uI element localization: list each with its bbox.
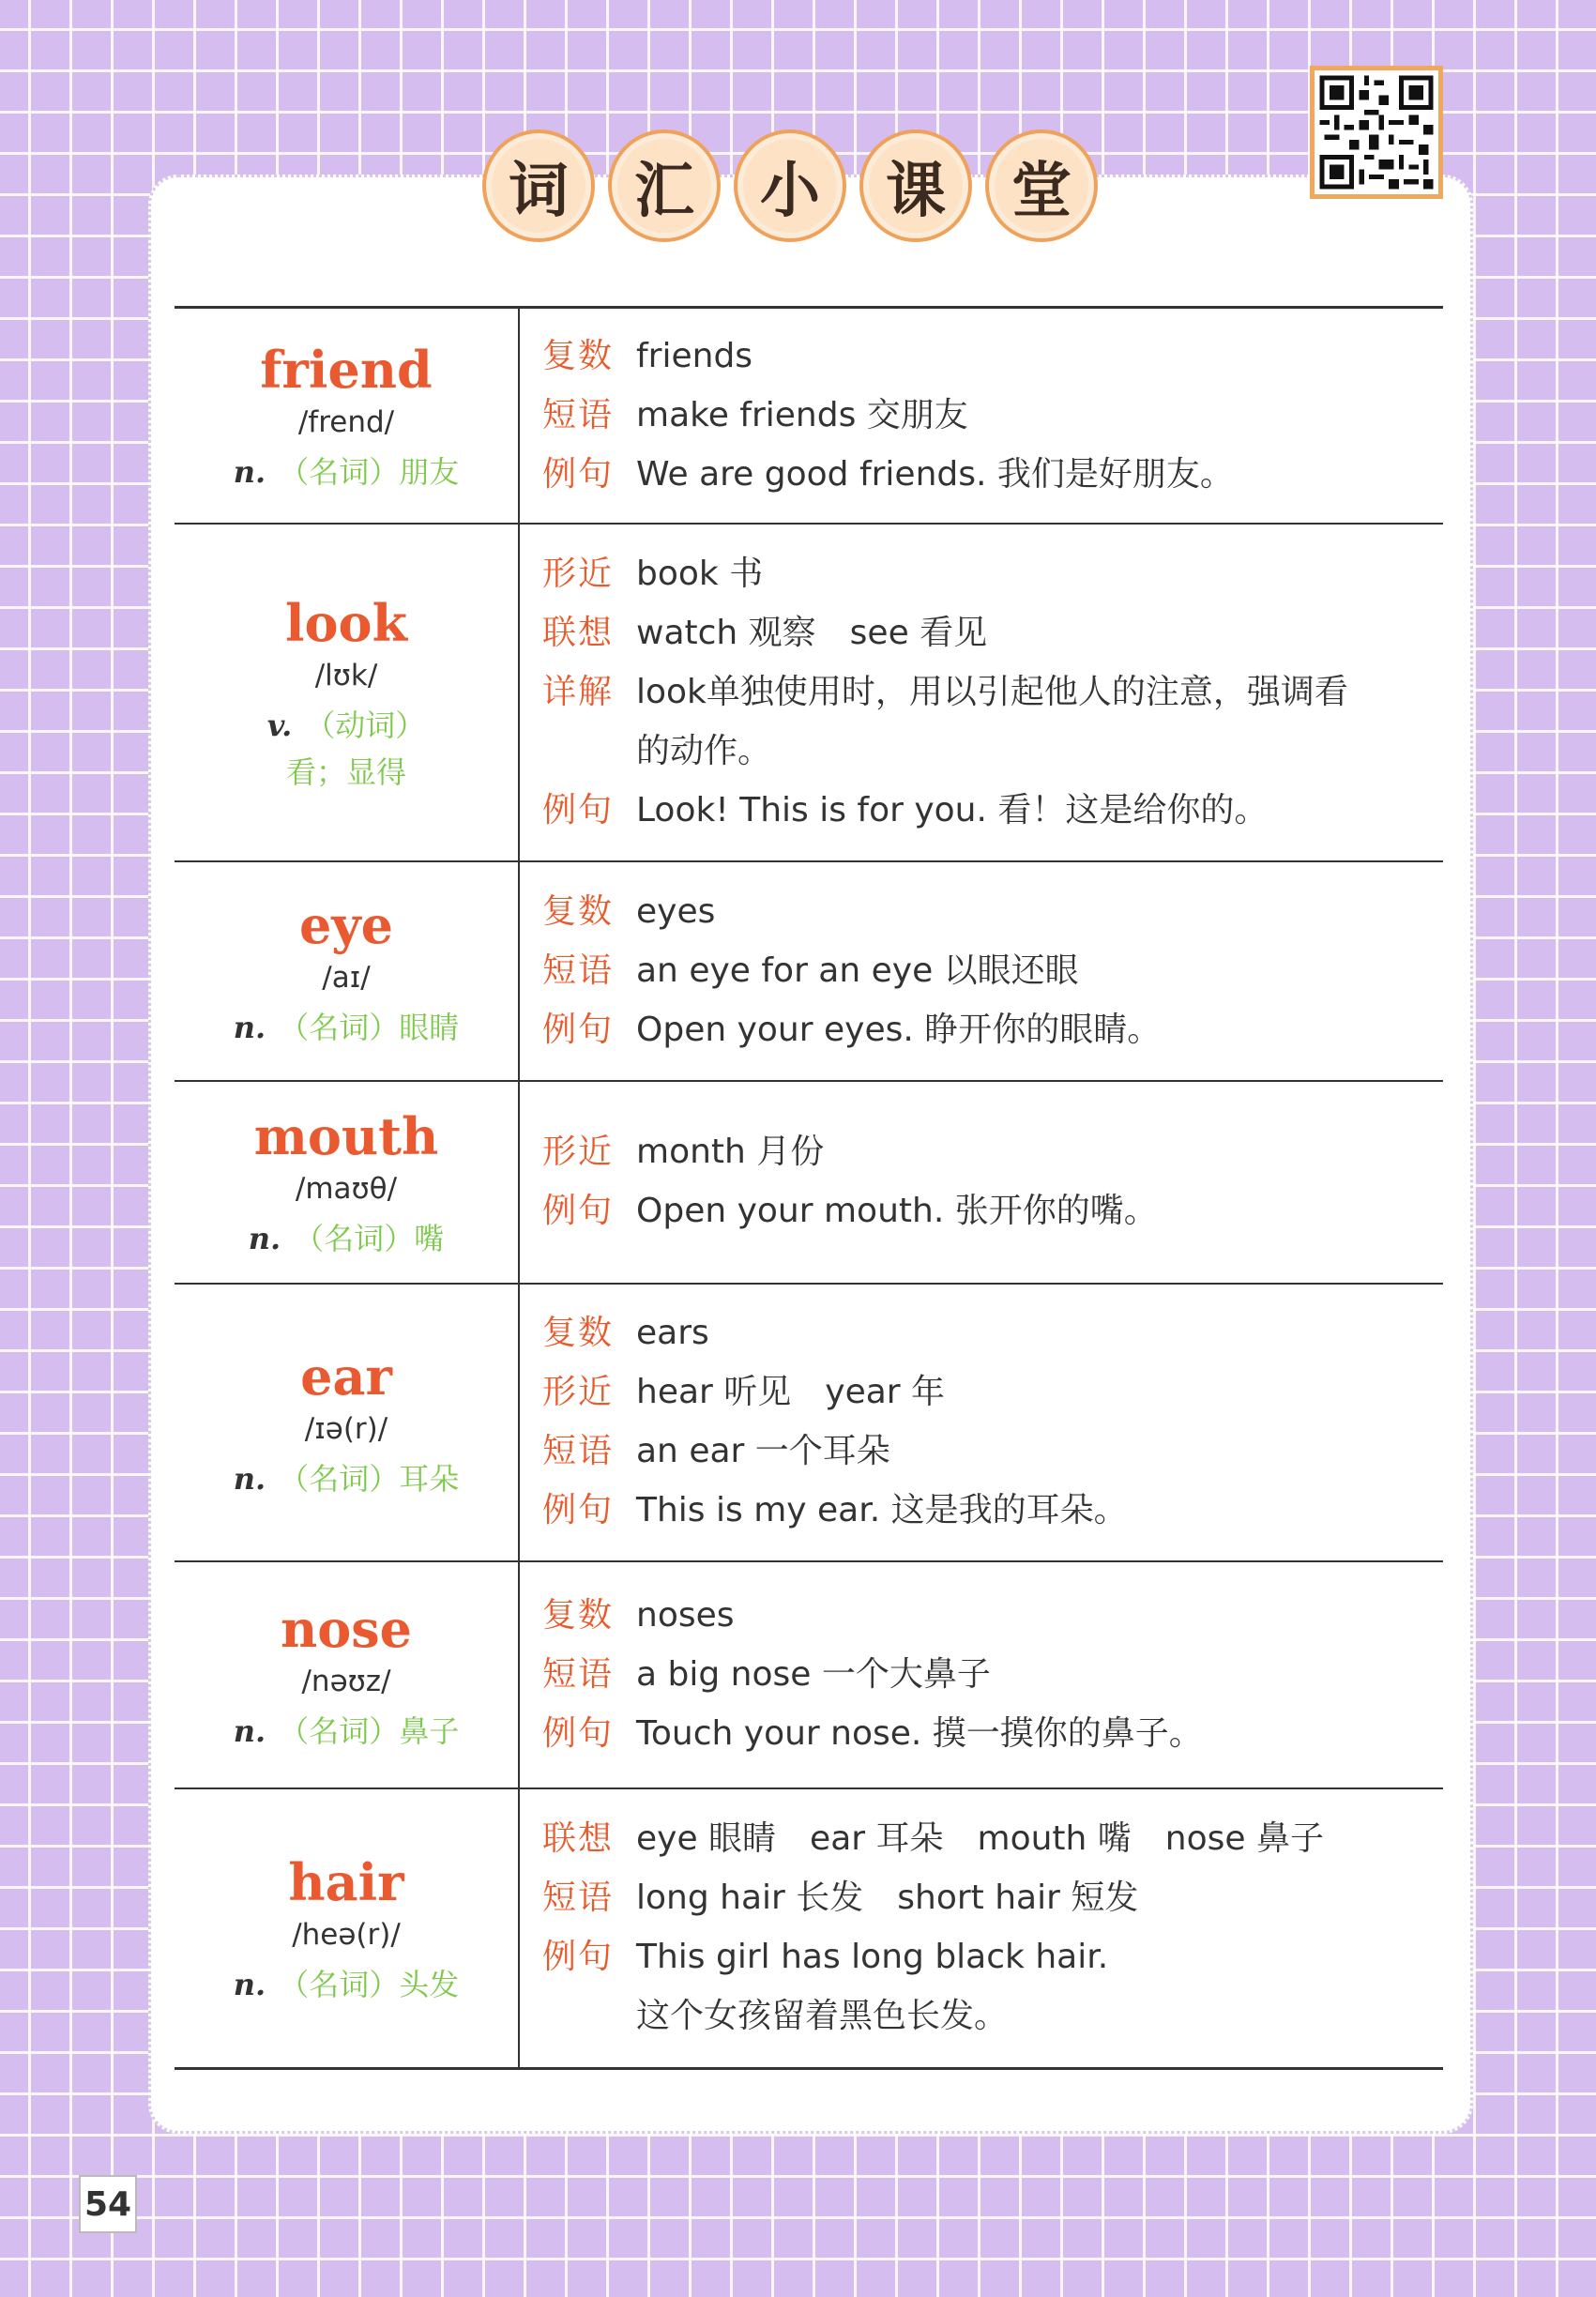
meaning: （名词）头发 — [279, 1967, 460, 2003]
info-text: Open your mouth. 张开你的嘴。 — [636, 1192, 1158, 1230]
info-text: Look! This is for you. 看！这是给你的。 — [636, 790, 1269, 829]
info-line — [542, 781, 1443, 840]
info-text: This girl has long black hair. — [636, 1938, 1109, 1976]
info-tag: 复数 — [542, 891, 615, 931]
info-cell — [520, 1082, 1443, 1283]
vocab-table — [175, 306, 1443, 2070]
word-cell — [175, 862, 520, 1080]
headword: ear — [300, 1346, 392, 1407]
info-line — [542, 1586, 1443, 1645]
info-line — [542, 1362, 1443, 1422]
phonetic: /nəʊz/ — [301, 1665, 391, 1699]
info-text: an ear 一个耳朵 — [636, 1432, 890, 1470]
info-line — [542, 1645, 1443, 1704]
info-text: watch 观察 see 看见 — [636, 613, 988, 652]
info-cell — [520, 525, 1443, 860]
info-tag: 短语 — [542, 1654, 615, 1694]
info-line — [542, 544, 1443, 603]
part-of-speech: n. — [233, 1713, 266, 1750]
title-char: 词 — [509, 157, 569, 226]
word-cell — [175, 1789, 520, 2067]
info-line — [542, 1181, 1443, 1240]
headword: look — [285, 592, 407, 653]
info-tag: 形近 — [542, 1133, 615, 1171]
phonetic: /aɪ/ — [322, 961, 371, 996]
info-text: eyes — [636, 891, 716, 931]
info-tag: 复数 — [542, 1314, 615, 1352]
definition — [267, 702, 426, 745]
meaning-extra: 看；显得 — [285, 754, 406, 791]
info-tag: 复数 — [542, 1595, 615, 1635]
info-line — [542, 1303, 1443, 1362]
headword: eye — [298, 894, 394, 955]
meaning: （名词）朋友 — [279, 454, 460, 491]
info-text: We are good friends. 我们是好朋友。 — [636, 454, 1234, 494]
part-of-speech: n. — [233, 1010, 266, 1046]
vocab-row — [175, 309, 1443, 525]
vocab-row — [175, 1285, 1443, 1562]
info-line — [542, 1122, 1443, 1181]
word-cell — [175, 525, 520, 860]
info-line — [542, 1481, 1443, 1540]
meaning: （动词） — [305, 707, 426, 744]
page-number: 54 — [79, 2175, 137, 2233]
definition — [249, 1215, 444, 1258]
info-line — [542, 662, 1443, 722]
phonetic: /frend/ — [297, 405, 395, 440]
phonetic: /lʊk/ — [314, 659, 378, 693]
info-text: month 月份 — [636, 1133, 825, 1171]
info-text: look单独使用时，用以引起他人的注意，强调看 — [636, 672, 1348, 711]
title-char: 课 — [886, 157, 946, 226]
info-text: make friends 交朋友 — [636, 395, 968, 434]
vocab-row — [175, 1082, 1443, 1285]
info-text: long hair 长发 short hair 短发 — [636, 1879, 1139, 1917]
info-tag: 短语 — [542, 951, 615, 990]
title-char: 堂 — [1011, 157, 1072, 226]
title-char: 汇 — [634, 157, 694, 226]
info-line — [542, 603, 1443, 662]
info-line — [542, 1809, 1443, 1868]
meaning: （名词）眼睛 — [279, 1010, 460, 1046]
info-tag: 例句 — [542, 1938, 615, 1976]
info-line — [542, 1927, 1443, 1986]
word-cell — [175, 1082, 520, 1283]
meaning: （名词）耳朵 — [279, 1461, 460, 1498]
definition — [234, 1708, 459, 1751]
word-cell — [175, 309, 520, 523]
info-line — [542, 1422, 1443, 1481]
info-text: eye 眼睛 ear 耳朵 mouth 嘴 nose 鼻子 — [636, 1819, 1324, 1858]
info-tag: 联想 — [542, 1819, 615, 1858]
definition — [234, 1455, 459, 1498]
info-tag: 形近 — [542, 1373, 615, 1411]
vocab-row — [175, 862, 1443, 1082]
info-line — [542, 722, 1443, 781]
info-tag: 例句 — [542, 1491, 615, 1529]
info-tag: 短语 — [542, 395, 615, 434]
headword: mouth — [253, 1105, 439, 1166]
info-text: friends — [636, 336, 753, 375]
info-line — [542, 882, 1443, 941]
info-text: Open your eyes. 睁开你的眼睛。 — [636, 1010, 1162, 1049]
title-char-bubble — [482, 129, 595, 242]
vocab-row — [175, 1789, 1443, 2067]
part-of-speech: v. — [266, 707, 293, 744]
info-tag — [542, 722, 636, 781]
info-text: noses — [636, 1595, 735, 1635]
info-tag: 例句 — [542, 1713, 615, 1753]
info-tag: 复数 — [542, 336, 615, 375]
title-char: 小 — [760, 157, 820, 226]
info-tag: 短语 — [542, 1879, 615, 1917]
info-line — [542, 1868, 1443, 1927]
part-of-speech: n. — [233, 454, 266, 491]
info-tag: 例句 — [542, 790, 615, 829]
info-line — [542, 1704, 1443, 1763]
info-line — [542, 386, 1443, 445]
title-char-bubble — [734, 129, 846, 242]
info-tag — [542, 1986, 636, 2046]
info-cell — [520, 1789, 1443, 2067]
part-of-speech: n. — [233, 1967, 266, 2003]
definition — [234, 1004, 459, 1047]
title-char-bubble — [608, 129, 721, 242]
headword: friend — [260, 339, 433, 400]
info-cell — [520, 862, 1443, 1080]
info-text: an eye for an eye 以眼还眼 — [636, 951, 1079, 990]
info-tag: 例句 — [542, 1192, 615, 1230]
definition — [234, 449, 459, 492]
vocab-row — [175, 525, 1443, 862]
info-line — [542, 445, 1443, 504]
info-text: book 书 — [636, 554, 764, 593]
info-cell — [520, 1562, 1443, 1787]
info-tag: 例句 — [542, 454, 615, 494]
meaning: （名词）嘴 — [294, 1221, 445, 1257]
word-cell — [175, 1562, 520, 1787]
title-char-bubble — [859, 129, 972, 242]
info-text: 这个女孩留着黑色长发。 — [636, 1997, 1009, 2035]
phonetic: /ɪə(r)/ — [304, 1412, 388, 1447]
info-tag: 例句 — [542, 1010, 615, 1049]
info-line — [542, 941, 1443, 1000]
title-char-bubble — [985, 129, 1098, 242]
info-line — [542, 327, 1443, 386]
phonetic: /maʊθ/ — [295, 1172, 398, 1207]
info-text: This is my ear. 这是我的耳朵。 — [636, 1491, 1128, 1529]
headword: nose — [280, 1598, 413, 1659]
info-tag: 详解 — [542, 672, 615, 711]
part-of-speech: n. — [233, 1461, 266, 1498]
info-text: a big nose 一个大鼻子 — [636, 1654, 991, 1694]
info-tag: 短语 — [542, 1432, 615, 1470]
part-of-speech: n. — [248, 1221, 281, 1257]
info-text: ears — [636, 1314, 709, 1352]
info-cell — [520, 1285, 1443, 1560]
definition — [234, 1961, 459, 2004]
info-line — [542, 1000, 1443, 1059]
meaning: （名词）鼻子 — [279, 1713, 460, 1750]
word-cell — [175, 1285, 520, 1560]
info-tag: 联想 — [542, 613, 615, 652]
info-line — [542, 1986, 1443, 2046]
section-title — [482, 129, 1120, 244]
info-cell — [520, 309, 1443, 523]
info-text: 的动作。 — [636, 731, 772, 770]
headword: hair — [288, 1851, 404, 1912]
info-text: Touch your nose. 摸一摸你的鼻子。 — [636, 1713, 1203, 1753]
vocab-row — [175, 1562, 1443, 1789]
info-tag: 形近 — [542, 554, 615, 593]
qr-code-icon[interactable] — [1310, 66, 1443, 199]
info-text: hear 听见 year 年 — [636, 1373, 946, 1411]
phonetic: /heə(r)/ — [292, 1918, 401, 1953]
